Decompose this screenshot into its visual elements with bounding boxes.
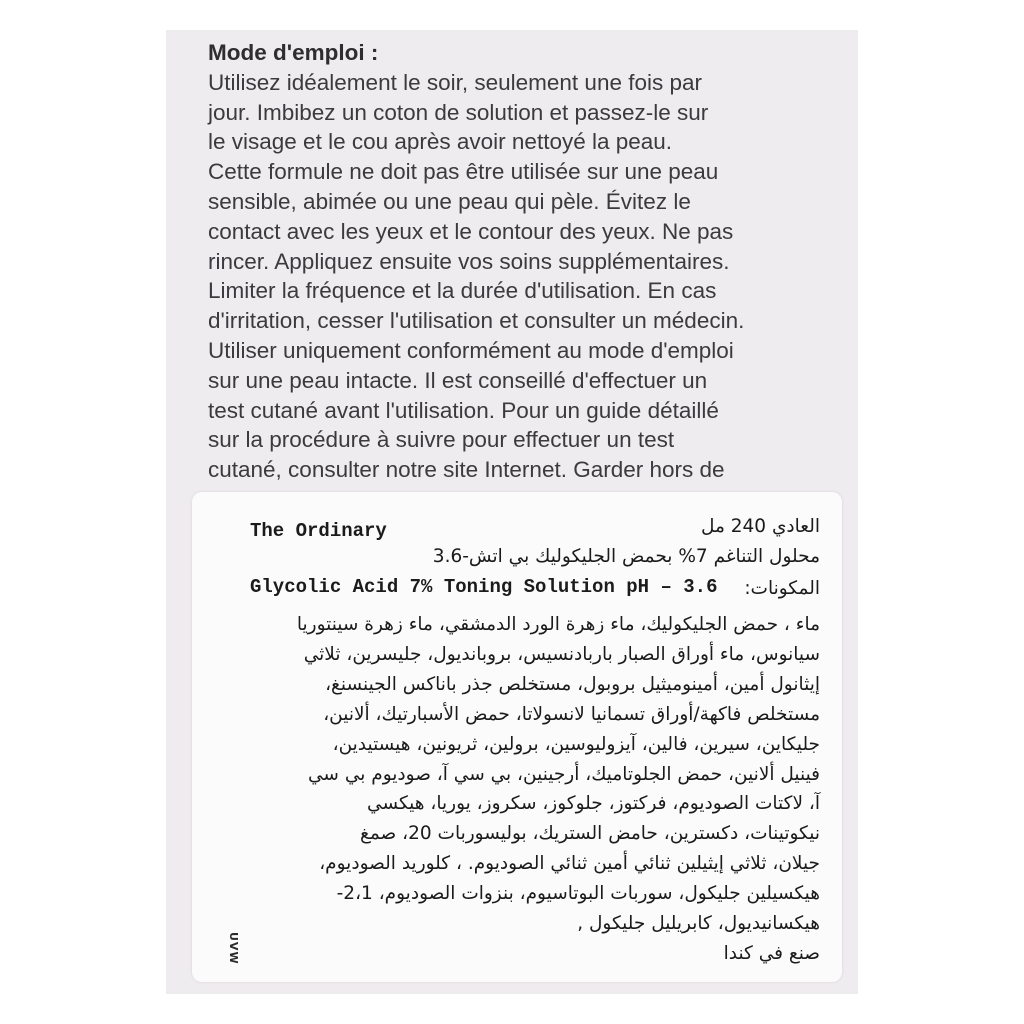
instructions-line: Limiter la fréquence et la durée d'utilisation. En cas bbox=[208, 278, 717, 304]
ingredients-line: فينيل ألانين، حمض الجلوتاميك، أرجينين، بي سي آ، صوديوم بي سي bbox=[308, 763, 820, 785]
arabic-sticker-label bbox=[192, 492, 842, 982]
packaging-panel bbox=[166, 30, 858, 994]
instructions-line: sur la procédure à suivre pour effectuer un test bbox=[208, 427, 675, 453]
instructions-line: Cette formule ne doit pas être utilisée sur une peau bbox=[208, 159, 719, 185]
ingredients-line: صنع في كندا bbox=[723, 942, 820, 964]
ingredients-line: إيثانول أمين، أمينوميثيل بروبول، مستخلص جذر باناكس الجينسنغ، bbox=[325, 673, 820, 695]
volume-ar: العادي 240 مل bbox=[700, 516, 820, 537]
product-name-en: Glycolic Acid 7% Toning Solution pH – 3.6 bbox=[250, 576, 718, 598]
ingredients-line: سيانوس، ماء أوراق الصبار باربادنسيس، بروبانديول، جليسرين، ثلاثي bbox=[303, 643, 820, 665]
ingredients-line: آ، لاكتات الصوديوم، فركتوز، جلوكوز، سكروز، يوريا، هيكسي bbox=[367, 793, 820, 815]
instructions-line: sur une peau intacte. Il est conseillé d'effectuer un bbox=[208, 367, 708, 393]
ingredients-line: ماء ، حمض الجليكوليك، ماء زهرة الورد الدمشقي، ماء زهرة سينتوريا bbox=[296, 614, 820, 635]
instructions-line: sensible, abimée ou une peau qui pèle. Évitez le bbox=[208, 188, 691, 214]
ingredients-label-ar: المكونات: bbox=[744, 578, 820, 599]
instructions-line: test cutané avant l'utilisation. Pour un guide détaillé bbox=[208, 397, 719, 423]
instructions-line: le visage et le cou après avoir nettoyé la peau. bbox=[208, 129, 673, 155]
instructions-line: contact avec les yeux et le contour des yeux. Ne pas bbox=[208, 218, 734, 244]
ingredients-list-ar bbox=[220, 610, 820, 969]
brand-name: The Ordinary bbox=[250, 520, 387, 542]
side-code: UVW bbox=[227, 932, 240, 965]
ingredients-line: مستخلص فاكهة/أوراق تسمانيا لانسولاتا، حمض الأسبارتيك، ألانين، bbox=[323, 703, 820, 725]
instructions-line: Utilisez idéalement le soir, seulement une fois par bbox=[208, 69, 703, 95]
ingredients-line: هيكسانيديول، كابريليل جليكول , bbox=[577, 913, 820, 935]
ingredients-line: هيكسيلين جليكول، سوربات البوتاسيوم، بنزوات الصوديوم، 2،1- bbox=[336, 883, 820, 905]
instructions-line: Utiliser uniquement conformément au mode d'emploi bbox=[208, 337, 734, 363]
ingredients-line: نيكوتينات، دكسترين، حامض الستريك، بوليسوربات 20، صمغ bbox=[360, 823, 820, 845]
instructions-heading: Mode d'emploi : bbox=[208, 40, 379, 65]
instructions-line: jour. Imbibez un coton de solution et passez-le sur bbox=[208, 99, 709, 125]
product-name-ar: محلول التناغم 7% بحمض الجليكوليك بي اتش-3.6 bbox=[432, 546, 820, 567]
instructions-section bbox=[208, 38, 848, 485]
ingredients-line: جليكاين، سيرين، فالين، آيزوليوسين، برولين، ثريونين، هيستيدين، bbox=[332, 733, 820, 755]
instructions-text bbox=[208, 68, 848, 485]
instructions-line: rincer. Appliquez ensuite vos soins supplémentaires. bbox=[208, 248, 730, 274]
ingredients-line: جيلان، ثلاثي إيثيلين ثنائي أمين ثنائي الصوديوم. ، كلوريد الصوديوم، bbox=[319, 853, 820, 875]
instructions-line: cutané, consulter notre site Internet. Garder hors de bbox=[208, 457, 725, 483]
instructions-line: d'irritation, cesser l'utilisation et consulter un médecin. bbox=[208, 308, 745, 334]
